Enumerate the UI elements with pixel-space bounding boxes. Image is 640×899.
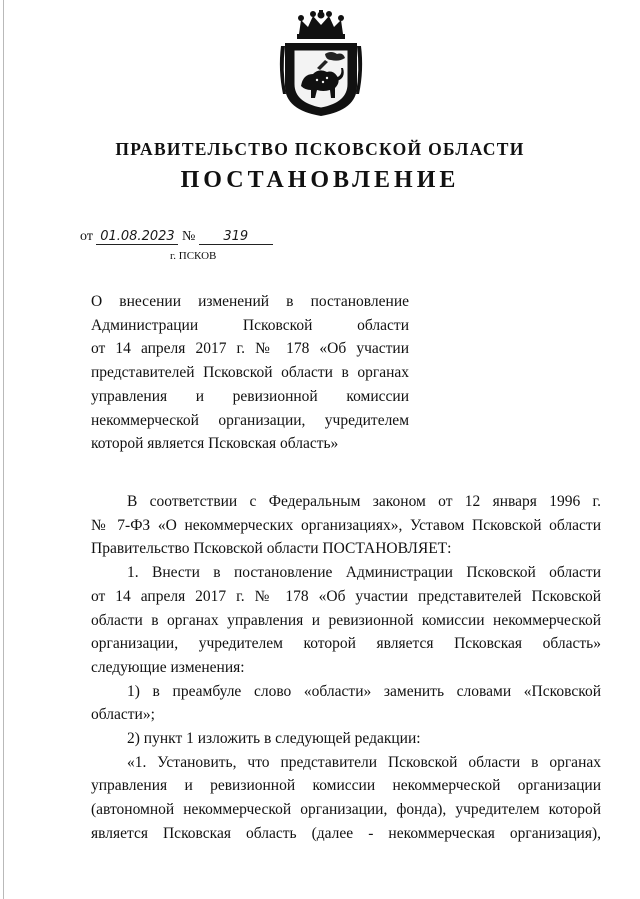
subject-line: представителей Псковской области в органах bbox=[91, 364, 409, 382]
body-line: Правительство Псковской области ПОСТАНОВЛЯЕТ: bbox=[91, 540, 452, 558]
body-line: № 7-ФЗ «О некоммерческих организациях», Уставом Псковской области bbox=[91, 516, 601, 534]
document-body bbox=[91, 490, 601, 846]
subject-line: от 14 апреля 2017 г. № 178 «Об участии bbox=[91, 340, 409, 358]
body-line: 1. Внести в постановление Администрации Псковской области bbox=[127, 564, 601, 582]
city-label: г. ПСКОВ bbox=[170, 250, 217, 262]
subject-line: Администрации Псковской области bbox=[91, 316, 409, 334]
body-line: управления и ревизионной комиссии некоммерческой организации bbox=[91, 777, 601, 795]
document-number: 319 bbox=[199, 230, 273, 245]
pskov-region-coat-of-arms-icon bbox=[277, 10, 365, 118]
subject-line: О внесении изменений в постановление bbox=[91, 293, 409, 310]
subject-line: управления и ревизионной комиссии bbox=[91, 387, 409, 405]
number-label: № bbox=[181, 229, 196, 244]
body-line: от 14 апреля 2017 г. № 178 «Об участии представителей Псковской bbox=[91, 587, 601, 605]
subject-line: некоммерческой организации, учредителем bbox=[91, 411, 409, 429]
scan-edge bbox=[3, 0, 4, 899]
body-line: 1) в преамбуле слово «области» заменить словами «Псковской bbox=[127, 682, 601, 700]
document-type-title: ПОСТАНОВЛЕНИЕ bbox=[180, 167, 460, 193]
date-from-label: от bbox=[80, 229, 93, 244]
document-subject bbox=[91, 290, 409, 456]
body-line: является Псковская область (далее - некоммерческая организация), bbox=[91, 824, 601, 842]
government-title: ПРАВИТЕЛЬСТВО ПСКОВСКОЙ ОБЛАСТИ bbox=[115, 139, 525, 159]
document-date: 01.08.2023 bbox=[96, 230, 178, 245]
subject-line: которой является Псковская область» bbox=[91, 435, 339, 453]
body-line: В соответствии с Федеральным законом от 12 января 1996 г. bbox=[127, 493, 601, 510]
date-number-line bbox=[80, 229, 273, 245]
body-line: (автономной некоммерческой организации, фонда), учредителем которой bbox=[91, 801, 601, 819]
body-line: 2) пункт 1 изложить в следующей редакции: bbox=[127, 730, 421, 748]
body-line: организации, учредителем которой является Псковская область» bbox=[91, 635, 601, 653]
body-line: области в органах управления и ревизионной комиссии некоммерческой bbox=[91, 611, 601, 629]
body-line: «1. Установить, что представители Псковской области в органах bbox=[127, 753, 601, 771]
body-line: области»; bbox=[91, 706, 155, 724]
body-line: следующие изменения: bbox=[91, 658, 245, 676]
